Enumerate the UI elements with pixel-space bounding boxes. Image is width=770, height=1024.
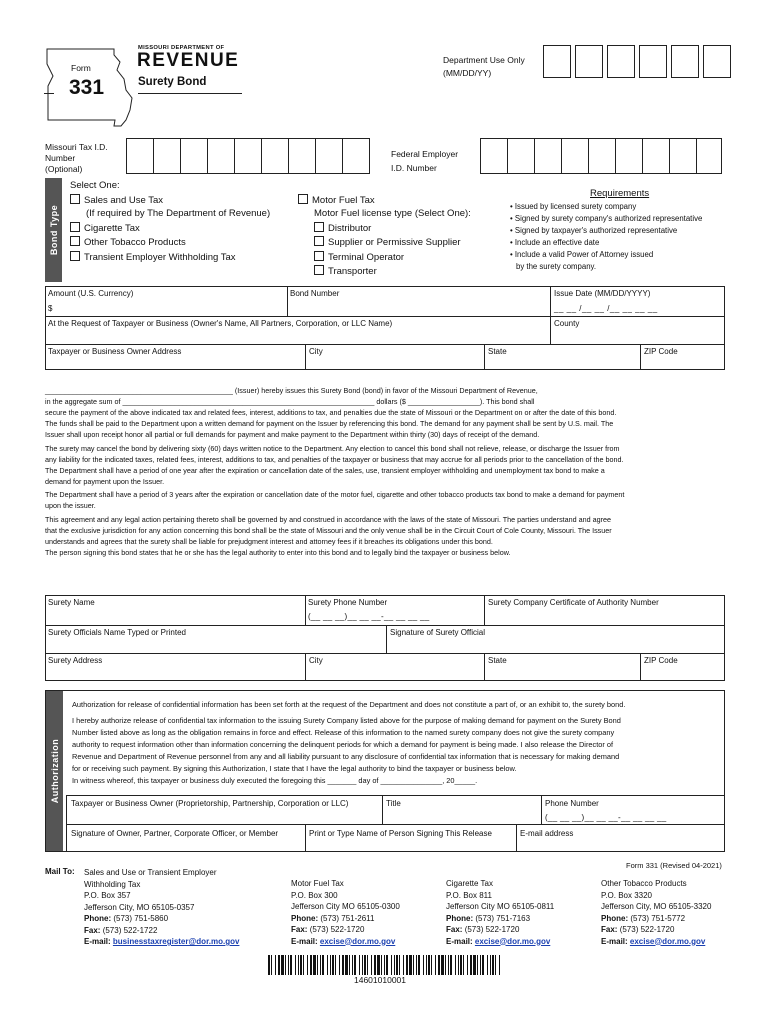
- agency-line: MISSOURI DEPARTMENT OF: [138, 45, 225, 51]
- tobacco-option[interactable]: Other Tobacco Products: [70, 236, 186, 248]
- form-label: Form: [71, 63, 91, 73]
- distributor-checkbox[interactable]: [314, 222, 324, 232]
- transient-checkbox[interactable]: [70, 251, 80, 261]
- supplier-checkbox[interactable]: [314, 236, 324, 246]
- motor-fuel-checkbox[interactable]: [298, 194, 308, 204]
- surety-city-field[interactable]: City: [309, 656, 323, 665]
- email-field[interactable]: E-mail address: [520, 829, 574, 838]
- motor-fuel-email-link[interactable]: excise@dor.mo.gov: [319, 936, 396, 946]
- surety-name-field[interactable]: Surety Name: [48, 598, 95, 607]
- header-dash: [44, 93, 54, 94]
- transporter-option[interactable]: Transporter: [314, 265, 377, 277]
- print-name-field[interactable]: Print or Type Name of Person Signing This Release: [309, 829, 492, 838]
- barcode: [268, 955, 502, 975]
- amount-field[interactable]: Amount (U.S. Currency): [48, 289, 134, 298]
- city-field[interactable]: City: [309, 347, 323, 356]
- form-number: 331: [69, 76, 105, 99]
- requirement-item: • Issued by licensed surety company: [510, 202, 637, 211]
- mo-tax-id-digit-boxes[interactable]: [126, 138, 370, 174]
- dept-date-box-2[interactable]: [575, 45, 603, 78]
- zip-field[interactable]: ZIP Code: [644, 347, 678, 356]
- surety-table: [45, 595, 725, 681]
- title-underline: [138, 93, 242, 94]
- dept-use-only-label: Department Use Only: [443, 55, 525, 65]
- mail-address-cigarette: Cigarette Tax P.O. Box 811 Jefferson City MO 65105-0811 Phone: (573) 751-7163 Fax: (573) 522-1720 E-mail: excise@dor.mo.gov: [446, 879, 555, 946]
- authorization-band: Authorization: [46, 691, 63, 851]
- dept-date-box-1[interactable]: [543, 45, 571, 78]
- mo-tax-id-label: Missouri Tax I.D. Number (Optional): [45, 142, 108, 174]
- surety-officials-name-field[interactable]: Surety Officials Name Typed or Printed: [48, 628, 186, 637]
- auth-phone-blank: (__ __ __)__ __ __-__ __ __ __: [545, 813, 667, 822]
- cigarette-option[interactable]: Cigarette Tax: [70, 222, 140, 234]
- mail-address-tobacco: Other Tobacco Products P.O. Box 3320 Jefferson City, MO 65105-3320 Phone: (573) 751-5772 Fax: (573) 522-1720 E-mail: excise@dor.mo.gov: [601, 879, 712, 946]
- issue-date-field[interactable]: Issue Date (MM/DD/YYYY): [554, 289, 651, 298]
- dept-date-box-4[interactable]: [639, 45, 667, 78]
- requirement-item: • Include an effective date: [510, 238, 600, 247]
- bond-terms-text: _______________________________________________ (Issuer) hereby issues this Surety Bond (bond) in favor of the Missouri Department of Revenue, in the aggregate sum of _______________________________________________________________ dollars ($ __________________). This bond shall secure the payment of the above indicated tax and related fees, interest, additions to tax, and penalties due the state of Missouri or the Department on or after the date of this bond. The funds shall be paid to the Department upon a written demand for payment on the Issuer by referencing this bond. The demand for any payment shall be sent by U.S. mail. The Issuer shall upon receipt honor all partial or full demands for payment and make payment to the Department within thirty (30) days of receipt of the demand. The surety may cancel the bond by delivering sixty (60) days written notice to the Department. Any election to cancel this bond shall not relieve, release, or discharge the Issuer from any liability for the indicated taxes, related fees, interest, additions to tax, and penalties of the taxpayer or business that may accrue for all periods prior to the cancellation of the bond. The Department shall have a period of one year after the expiration or cancellation date of the sales, use, transient employer withholding and unemployment tax bond to make a demand for payment upon the Issuer. The Department shall have a period of 3 years after the expiration or cancellation date of the motor fuel, cigarette and other tobacco products tax bond to make a demand for payment upon the issuer. This agreement and any legal action pertaining thereto shall be governed by and construed in accordance with the laws of the state of Missouri. The parties understand and agree that the exclusive jurisdiction for any action concerning this bond shall be the state of Missouri and the only venue shall be in the Circuit Court of Cole County, Missouri. The Issuer understands and agrees that the surety shall be liable for prejudgment interest and attorney fees if it breaches its obligations under this bond. The person signing this bond states that he or she has the legal authority to enter into this bond and to legally bind the taxpayer or business below.: [45, 386, 625, 557]
- title-field[interactable]: Title: [386, 799, 401, 808]
- requirement-item: • Signed by taxpayer's authorized representative: [510, 226, 678, 235]
- cigarette-checkbox[interactable]: [70, 222, 80, 232]
- terminal-option[interactable]: Terminal Operator: [314, 251, 404, 263]
- tobacco-email-link[interactable]: excise@dor.mo.gov: [629, 936, 706, 946]
- fein-label: Federal Employer I.D. Number: [391, 149, 459, 173]
- tobacco-checkbox[interactable]: [70, 236, 80, 246]
- dept-date-format: (MM/DD/YY): [443, 68, 492, 78]
- form-revision: Form 331 (Revised 04-2021): [626, 861, 722, 870]
- owner-field[interactable]: Taxpayer or Business Owner (Proprietorship, Partnership, Corporation or LLC): [71, 799, 349, 808]
- requirement-item: by the surety company.: [516, 262, 597, 271]
- sales-email-link[interactable]: businesstaxregister@dor.mo.gov: [112, 937, 240, 946]
- transporter-checkbox[interactable]: [314, 265, 324, 275]
- barcode-number: 14601010001: [354, 975, 407, 985]
- requirement-item: • Signed by surety company's authorized representative: [510, 214, 703, 223]
- dept-date-box-3[interactable]: [607, 45, 635, 78]
- surety-certificate-field[interactable]: Surety Company Certificate of Authority Number: [488, 598, 659, 607]
- cigarette-email-link[interactable]: excise@dor.mo.gov: [474, 936, 551, 946]
- dollar-sign: $: [48, 304, 53, 313]
- authorization-text: Authorization for release of confidential information has been set forth at the request of the Department and does not constitute a part of, or an exhibit to, the surety bond. I hereby authorize release of confidential tax information to the issuing Surety Company listed above for the purpose of making demand for payment on the Surety Bond Number listed above as long as the obligation remains in force and effect. Release of this information to the named surety company does not give the surety company authority to request information other than information concerning the delinquent periods for which a demand for payment is being made. I also release the Director of Revenue and Department of Revenue personnel from any and all liability pursuant to any disclosure of confidential tax information that is necessary for making demand for or receiving such payment. By signing this Authorization, I state that I have the legal authority to bind the taxpayer or business below. In witness whereof, this taxpayer or business duly executed the foregoing this _______ day of _______________, 20_____.: [72, 700, 626, 785]
- dept-date-box-6[interactable]: [703, 45, 731, 78]
- surety-address-field[interactable]: Surety Address: [48, 656, 103, 665]
- surety-signature-field[interactable]: Signature of Surety Official: [390, 628, 486, 637]
- supplier-option[interactable]: Supplier or Permissive Supplier: [314, 236, 461, 248]
- sales-use-note: (If required by The Department of Revenue): [86, 208, 271, 219]
- surety-zip-field[interactable]: ZIP Code: [644, 656, 678, 665]
- mail-address-sales: Sales and Use or Transient Employer Withholding Tax P.O. Box 357 Jefferson City, MO 65105-0357 Phone: (573) 751-5860 Fax: (573) 522-1722 E-mail: businesstaxregister@dor.mo.gov: [84, 868, 240, 946]
- sales-use-checkbox[interactable]: [70, 194, 80, 204]
- dept-date-box-5[interactable]: [671, 45, 699, 78]
- requirements-list: [510, 201, 702, 273]
- surety-phone-blank: (__ __ __)__ __ __-__ __ __ __: [308, 612, 430, 621]
- transient-option[interactable]: Transient Employer Withholding Tax: [70, 251, 236, 263]
- mail-address-motor-fuel: Motor Fuel Tax P.O. Box 300 Jefferson City MO 65105-0300 Phone: (573) 751-2611 Fax: (573) 522-1720 E-mail: excise@dor.mo.gov: [291, 879, 400, 946]
- surety-state-field[interactable]: State: [488, 656, 507, 665]
- select-one-label: Select One:: [70, 180, 120, 191]
- sales-use-option[interactable]: Sales and Use Tax: [70, 194, 163, 206]
- issue-date-blank: __ __ /__ __ /__ __ __ __: [554, 304, 658, 313]
- surety-phone-field[interactable]: Surety Phone Number: [308, 598, 388, 607]
- form-title: Surety Bond: [138, 76, 207, 88]
- motor-fuel-option[interactable]: Motor Fuel Tax: [298, 194, 375, 206]
- fein-digit-boxes[interactable]: [480, 138, 722, 174]
- taxpayer-address-field[interactable]: Taxpayer or Business Owner Address: [48, 347, 182, 356]
- owner-signature-field[interactable]: Signature of Owner, Partner, Corporate Officer, or Member: [71, 829, 279, 838]
- mail-to-label: Mail To:: [45, 867, 75, 876]
- request-of-field[interactable]: At the Request of Taxpayer or Business (Owner's Name, All Partners, Corporation, or LLC Name): [48, 319, 393, 328]
- auth-phone-field[interactable]: Phone Number: [545, 799, 599, 808]
- bond-details-table: [45, 286, 725, 370]
- bond-type-band: Bond Type: [45, 178, 62, 282]
- requirements-title: Requirements: [590, 188, 650, 199]
- state-field[interactable]: State: [488, 347, 507, 356]
- requirement-item: • Include a valid Power of Attorney issued: [510, 250, 654, 259]
- motor-fuel-license-label: Motor Fuel license type (Select One):: [314, 208, 471, 219]
- county-field[interactable]: County: [554, 319, 580, 328]
- terminal-checkbox[interactable]: [314, 251, 324, 261]
- agency-logo: REVENUE: [137, 50, 240, 71]
- distributor-option[interactable]: Distributor: [314, 222, 371, 234]
- bond-number-field[interactable]: Bond Number: [290, 289, 340, 298]
